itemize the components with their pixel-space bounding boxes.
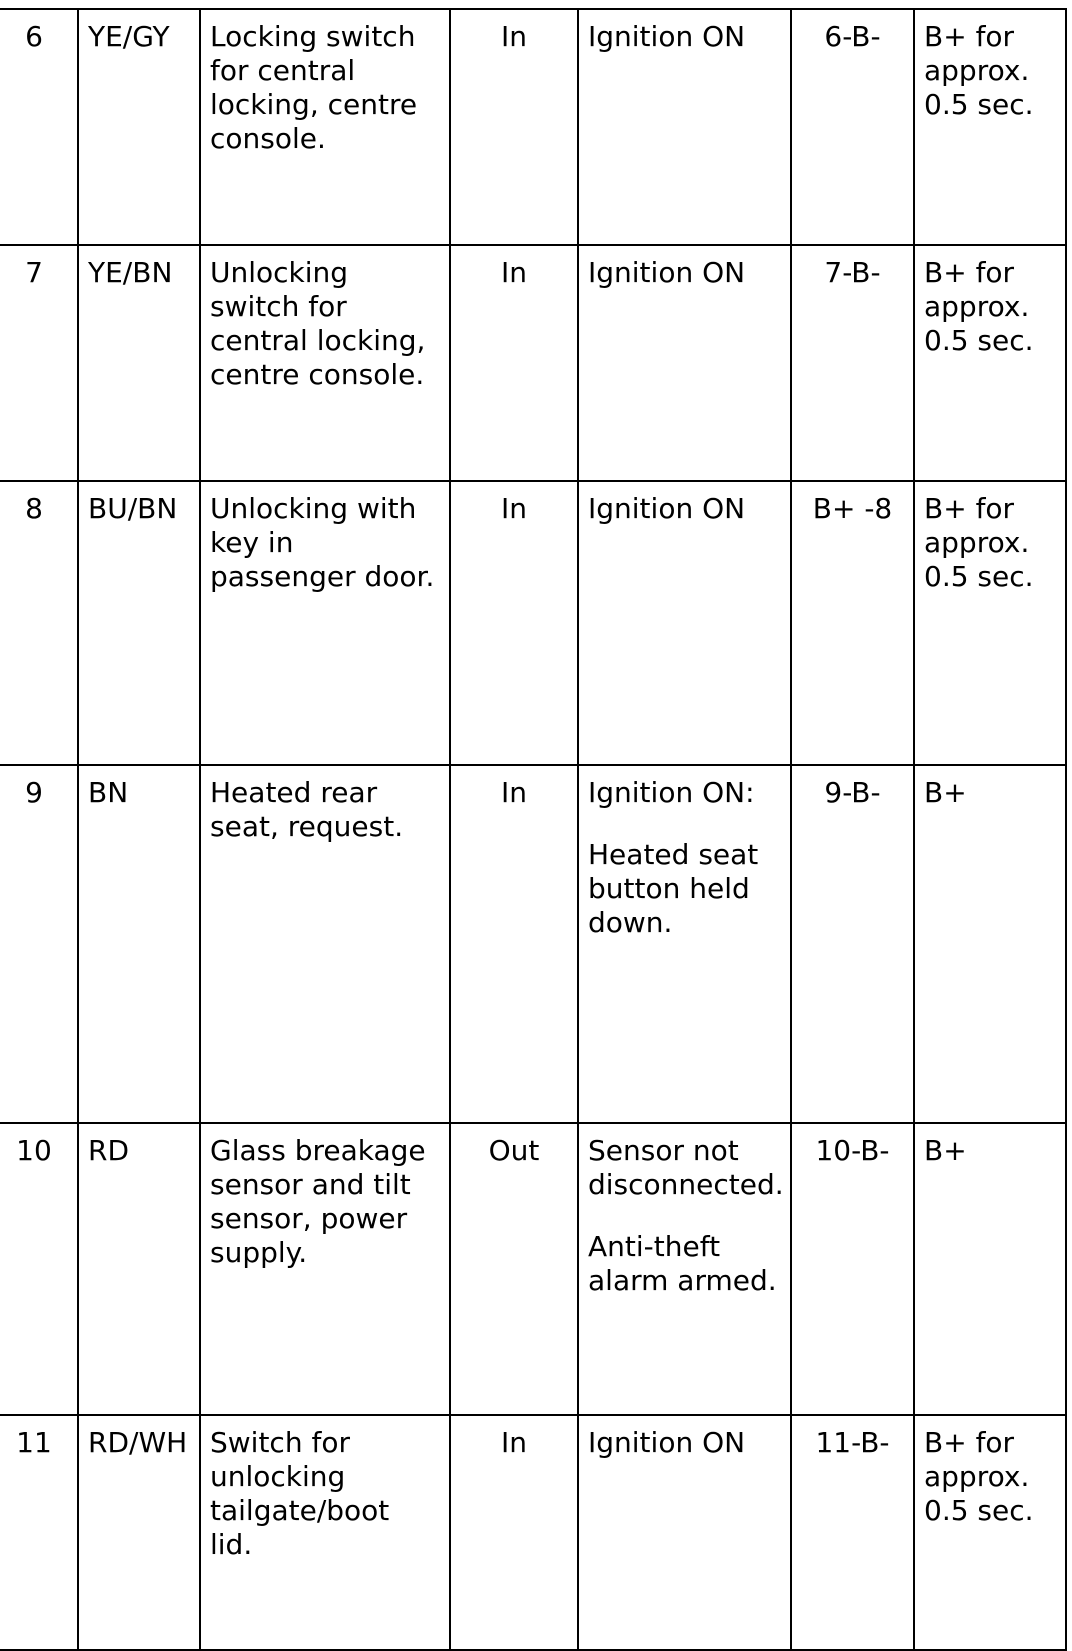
pin-number-cell: 9: [0, 765, 78, 1123]
expected-value-cell: B+ for approx. 0.5 sec.: [914, 9, 1066, 245]
pin-number-cell: 6: [0, 9, 78, 245]
wire-color-cell: RD: [78, 1123, 200, 1415]
direction-cell: Out: [450, 1123, 578, 1415]
measure-point-cell: B+ -8: [791, 481, 914, 765]
table-row: [0, 245, 1066, 481]
measure-point-cell: 9-B-: [791, 765, 914, 1123]
direction-cell: In: [450, 481, 578, 765]
direction-cell: In: [450, 765, 578, 1123]
pin-number-cell: 10: [0, 1123, 78, 1415]
direction-cell: In: [450, 1415, 578, 1650]
expected-value-cell: B+ for approx. 0.5 sec.: [914, 481, 1066, 765]
measure-point-cell: 11-B-: [791, 1415, 914, 1650]
table-row: [0, 1415, 1066, 1650]
condition-text: Ignition ON: [588, 256, 746, 289]
wire-color-cell: BU/BN: [78, 481, 200, 765]
description-cell: Unlocking with key in passenger door.: [200, 481, 450, 765]
expected-value-cell: B+: [914, 765, 1066, 1123]
expected-value-cell: B+ for approx. 0.5 sec.: [914, 245, 1066, 481]
wire-color-cell: RD/WH: [78, 1415, 200, 1650]
description-cell: Locking switch for central locking, centre console.: [200, 9, 450, 245]
condition-spacer: [588, 1202, 781, 1230]
condition-spacer: [588, 810, 781, 838]
description-cell: Heated rear seat, request.: [200, 765, 450, 1123]
table-row: [0, 1123, 1066, 1415]
wire-color-cell: BN: [78, 765, 200, 1123]
table-row: [0, 481, 1066, 765]
pin-number-cell: 8: [0, 481, 78, 765]
condition-cell: [578, 1123, 791, 1415]
expected-value-cell: B+: [914, 1123, 1066, 1415]
condition-text: Ignition ON: [588, 1426, 746, 1459]
description-cell: Switch for unlocking tailgate/boot lid.: [200, 1415, 450, 1650]
description-cell: Glass breakage sensor and tilt sensor, power supply.: [200, 1123, 450, 1415]
measure-point-cell: 6-B-: [791, 9, 914, 245]
condition-text: Sensor not disconnected.: [588, 1134, 784, 1201]
wire-color-cell: YE/BN: [78, 245, 200, 481]
table-row: [0, 9, 1066, 245]
measure-point-cell: 7-B-: [791, 245, 914, 481]
wire-color-cell: YE/GY: [78, 9, 200, 245]
condition-cell: [578, 481, 791, 765]
condition-text: Heated seat button held down.: [588, 838, 759, 939]
pin-table: [0, 8, 1067, 1651]
direction-cell: In: [450, 9, 578, 245]
condition-cell: [578, 1415, 791, 1650]
condition-cell: [578, 245, 791, 481]
direction-cell: In: [450, 245, 578, 481]
condition-text: Ignition ON:: [588, 776, 755, 809]
pin-number-cell: 11: [0, 1415, 78, 1650]
table-row: [0, 765, 1066, 1123]
condition-cell: [578, 9, 791, 245]
condition-text: Anti-theft alarm armed.: [588, 1230, 777, 1297]
expected-value-cell: B+ for approx. 0.5 sec.: [914, 1415, 1066, 1650]
condition-text: Ignition ON: [588, 20, 746, 53]
measure-point-cell: 10-B-: [791, 1123, 914, 1415]
condition-text: Ignition ON: [588, 492, 746, 525]
condition-cell: [578, 765, 791, 1123]
pin-number-cell: 7: [0, 245, 78, 481]
description-cell: Unlocking switch for central locking, centre console.: [200, 245, 450, 481]
